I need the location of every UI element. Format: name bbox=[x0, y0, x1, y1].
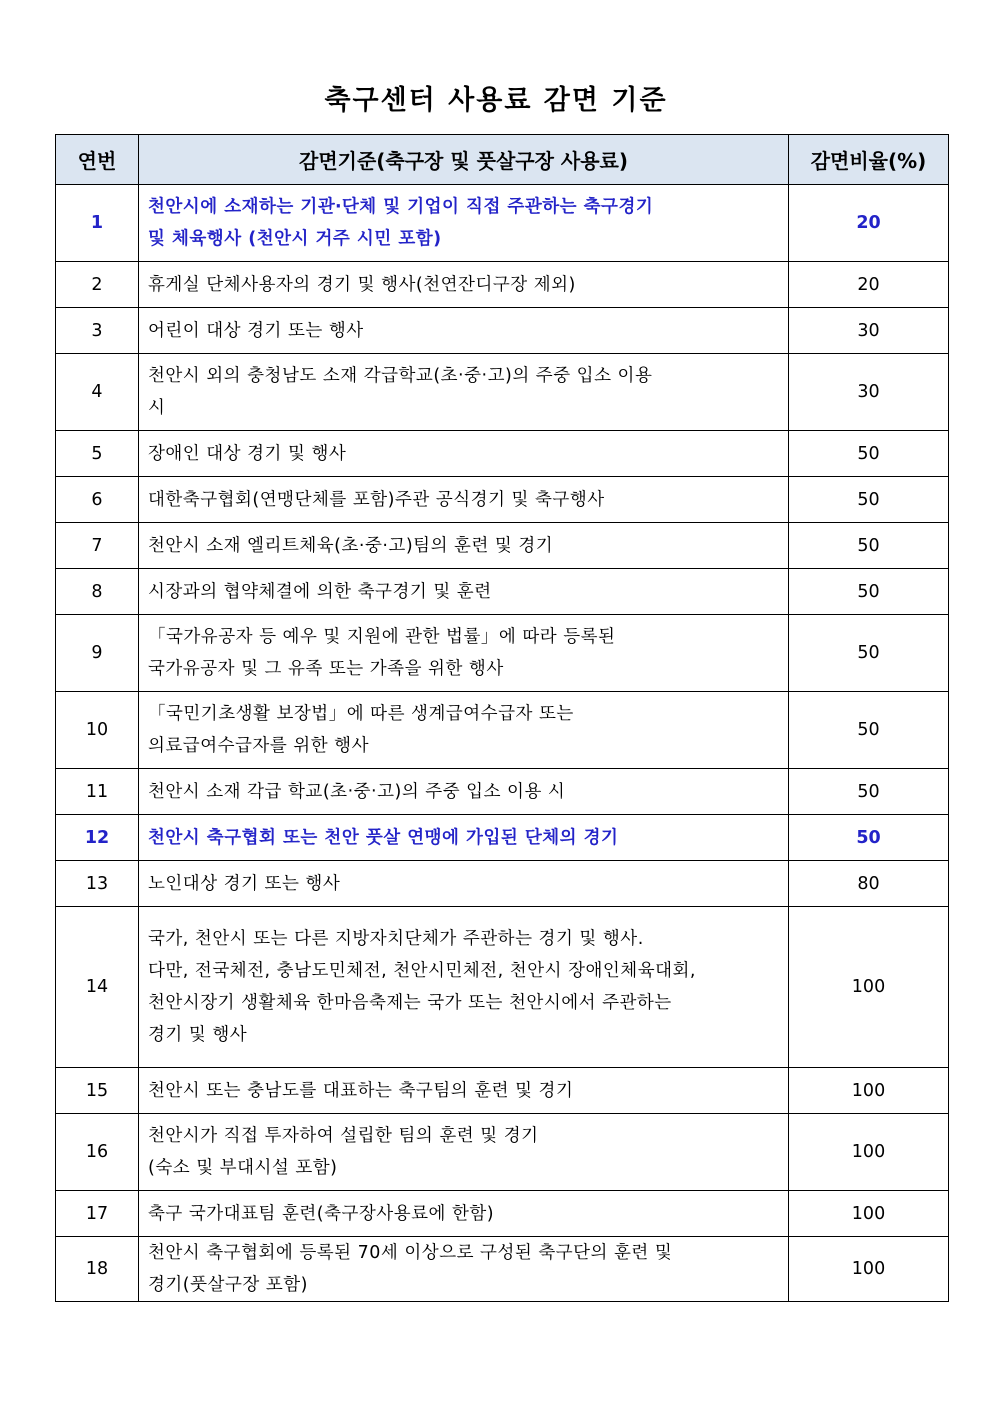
table-row bbox=[56, 692, 949, 769]
row-number: 5 bbox=[56, 431, 139, 477]
row-number: 15 bbox=[56, 1068, 139, 1114]
criteria-line: 시 bbox=[148, 398, 166, 418]
table-row bbox=[56, 1237, 949, 1302]
criteria-line: 장애인 대상 경기 및 행사 bbox=[148, 443, 347, 464]
row-rate: 50 bbox=[789, 431, 949, 477]
criteria-line: 시장과의 협약체결에 의한 축구경기 및 훈련 bbox=[148, 581, 492, 602]
row-criteria bbox=[139, 615, 789, 692]
criteria-line: 축구 국가대표팀 훈련(축구장사용료에 한함) bbox=[148, 1203, 495, 1224]
table-row bbox=[56, 1114, 949, 1191]
row-number: 13 bbox=[56, 861, 139, 907]
row-number: 14 bbox=[56, 907, 139, 1068]
criteria-line: 천안시 축구협회에 등록된 70세 이상으로 구성된 축구단의 훈련 및 bbox=[148, 1243, 673, 1263]
table-row bbox=[56, 523, 949, 569]
criteria-line: 다만, 전국체전, 충남도민체전, 천안시민체전, 천안시 장애인체육대회, bbox=[148, 961, 696, 981]
row-criteria bbox=[139, 861, 789, 907]
row-number: 2 bbox=[56, 262, 139, 308]
table-row bbox=[56, 1068, 949, 1114]
row-number: 17 bbox=[56, 1191, 139, 1237]
row-rate: 50 bbox=[789, 569, 949, 615]
table-row bbox=[56, 1191, 949, 1237]
table-body bbox=[56, 185, 949, 1302]
criteria-line: 경기(풋살구장 포함) bbox=[148, 1275, 308, 1295]
row-criteria bbox=[139, 1237, 789, 1302]
table-row bbox=[56, 185, 949, 262]
table-row bbox=[56, 615, 949, 692]
criteria-line: 경기 및 행사 bbox=[148, 1025, 248, 1045]
header-no: 연번 bbox=[56, 135, 139, 185]
row-criteria bbox=[139, 815, 789, 861]
row-rate: 50 bbox=[789, 615, 949, 692]
table-row bbox=[56, 354, 949, 431]
row-rate: 100 bbox=[789, 1237, 949, 1302]
row-criteria bbox=[139, 1191, 789, 1237]
row-criteria bbox=[139, 1114, 789, 1191]
table-header-row bbox=[56, 135, 949, 185]
criteria-line: 천안시 소재 엘리트체육(초·중·고)팀의 훈련 및 경기 bbox=[148, 535, 554, 556]
criteria-line: 천안시장기 생활체육 한마음축제는 국가 또는 천안시에서 주관하는 bbox=[148, 993, 672, 1013]
table-row bbox=[56, 907, 949, 1068]
criteria-line: 휴게실 단체사용자의 경기 및 행사(천연잔디구장 제외) bbox=[148, 274, 576, 295]
criteria-line: 천안시가 직접 투자하여 설립한 팀의 훈련 및 경기 bbox=[148, 1126, 539, 1146]
criteria-line: 천안시 외의 충청남도 소재 각급학교(초‧중‧고)의 주중 입소 이용 bbox=[148, 366, 653, 386]
criteria-line: 대한축구협회(연맹단체를 포함)주관 공식경기 및 축구행사 bbox=[148, 489, 605, 510]
row-rate: 20 bbox=[789, 185, 949, 262]
table-row bbox=[56, 262, 949, 308]
row-number: 7 bbox=[56, 523, 139, 569]
criteria-line: 「국민기초생활 보장법」에 따른 생계급여수급자 또는 bbox=[148, 704, 574, 724]
row-number: 12 bbox=[56, 815, 139, 861]
row-number: 4 bbox=[56, 354, 139, 431]
table-row bbox=[56, 431, 949, 477]
table-row bbox=[56, 815, 949, 861]
row-criteria bbox=[139, 769, 789, 815]
row-criteria bbox=[139, 569, 789, 615]
row-criteria bbox=[139, 477, 789, 523]
table-row bbox=[56, 477, 949, 523]
criteria-line: 국가유공자 및 그 유족 또는 가족을 위한 행사 bbox=[148, 659, 504, 679]
row-criteria bbox=[139, 907, 789, 1068]
criteria-line: 천안시 축구협회 또는 천안 풋살 연맹에 가입된 단체의 경기 bbox=[148, 827, 619, 848]
row-criteria bbox=[139, 431, 789, 477]
criteria-line: 「국가유공자 등 예우 및 지원에 관한 법률」에 따라 등록된 bbox=[148, 627, 616, 647]
row-rate: 100 bbox=[789, 1191, 949, 1237]
row-rate: 100 bbox=[789, 907, 949, 1068]
row-rate: 50 bbox=[789, 523, 949, 569]
criteria-line: 천안시에 소재하는 기관‧단체 및 기업이 직접 주관하는 축구경기 bbox=[148, 197, 654, 217]
criteria-line: (숙소 및 부대시설 포함) bbox=[148, 1158, 338, 1178]
page-title: 축구센터 사용료 감면 기준 bbox=[324, 85, 668, 116]
row-number: 16 bbox=[56, 1114, 139, 1191]
row-number: 6 bbox=[56, 477, 139, 523]
row-rate: 80 bbox=[789, 861, 949, 907]
row-criteria bbox=[139, 523, 789, 569]
row-rate: 30 bbox=[789, 354, 949, 431]
criteria-line: 의료급여수급자를 위한 행사 bbox=[148, 736, 369, 756]
discount-criteria-table bbox=[55, 134, 949, 1302]
row-rate: 20 bbox=[789, 262, 949, 308]
row-criteria bbox=[139, 262, 789, 308]
row-number: 3 bbox=[56, 308, 139, 354]
row-rate: 50 bbox=[789, 692, 949, 769]
row-number: 10 bbox=[56, 692, 139, 769]
criteria-line: 국가, 천안시 또는 다른 지방자치단체가 주관하는 경기 및 행사. bbox=[148, 929, 644, 949]
criteria-line: 어린이 대상 경기 또는 행사 bbox=[148, 320, 364, 341]
row-number: 8 bbox=[56, 569, 139, 615]
row-criteria bbox=[139, 354, 789, 431]
criteria-line: 노인대상 경기 또는 행사 bbox=[148, 873, 341, 894]
row-criteria bbox=[139, 185, 789, 262]
row-criteria bbox=[139, 1068, 789, 1114]
criteria-line: 천안시 소재 각급 학교(초‧중‧고)의 주중 입소 이용 시 bbox=[148, 781, 566, 802]
row-rate: 100 bbox=[789, 1114, 949, 1191]
row-rate: 100 bbox=[789, 1068, 949, 1114]
table-row bbox=[56, 308, 949, 354]
row-number: 9 bbox=[56, 615, 139, 692]
row-number: 11 bbox=[56, 769, 139, 815]
row-number: 18 bbox=[56, 1237, 139, 1302]
row-rate: 50 bbox=[789, 769, 949, 815]
criteria-line: 천안시 또는 충남도를 대표하는 축구팀의 훈련 및 경기 bbox=[148, 1080, 574, 1101]
table-row bbox=[56, 861, 949, 907]
row-rate: 50 bbox=[789, 815, 949, 861]
header-rate: 감면비율(%) bbox=[789, 135, 949, 185]
header-criteria: 감면기준(축구장 및 풋살구장 사용료) bbox=[139, 135, 789, 185]
table-row bbox=[56, 769, 949, 815]
criteria-line: 및 체육행사 (천안시 거주 시민 포함) bbox=[148, 229, 442, 249]
row-number: 1 bbox=[56, 185, 139, 262]
row-criteria bbox=[139, 692, 789, 769]
row-rate: 50 bbox=[789, 477, 949, 523]
row-rate: 30 bbox=[789, 308, 949, 354]
row-criteria bbox=[139, 308, 789, 354]
table-row bbox=[56, 569, 949, 615]
